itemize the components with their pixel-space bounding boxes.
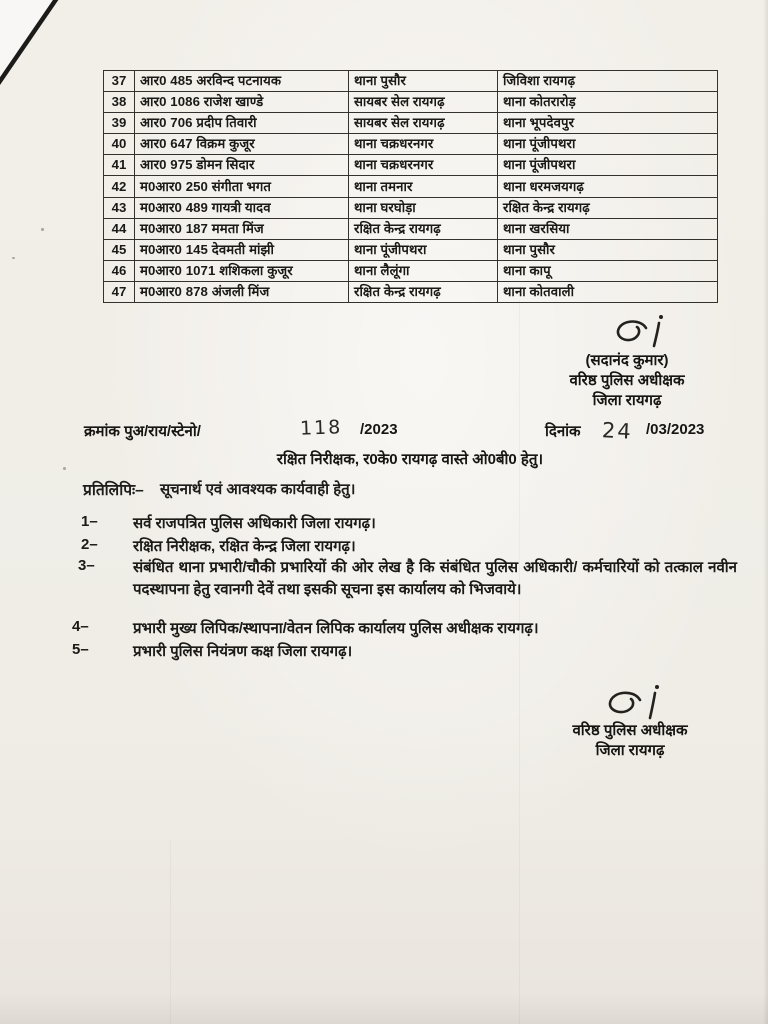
serial-no-cell: 46	[104, 260, 135, 281]
serial-no-cell: 45	[104, 239, 135, 260]
paper-speck	[41, 228, 44, 231]
new-posting-cell: थाना कापू	[498, 260, 718, 281]
subject-line: रक्षित निरीक्षक, र0के0 रायगढ़ वास्ते ओ0बी0 हेतु।	[276, 451, 544, 468]
new-posting-cell: थाना कोतरारोड़	[498, 92, 718, 113]
serial-no-cell: 43	[104, 197, 135, 218]
current-posting-cell: रक्षित केन्द्र रायगढ़	[349, 218, 498, 239]
date-suffix: /03/2023	[646, 421, 705, 438]
current-posting-cell: थाना पुसौर	[349, 71, 498, 92]
current-posting-cell: थाना घरघोड़ा	[349, 197, 498, 218]
paper-fold-line	[170, 840, 171, 1024]
current-posting-cell: सायबर सेल रायगढ़	[349, 92, 498, 113]
current-posting-cell: सायबर सेल रायगढ़	[349, 113, 498, 134]
serial-no-cell: 44	[104, 218, 135, 239]
signatory-district: जिला रायगढ़	[595, 742, 665, 759]
current-posting-cell: थाना पूंजीपथरा	[349, 239, 498, 260]
name-cell: आर0 485 अरविन्द पटनायक	[135, 71, 349, 92]
copy-item-number: 5–	[72, 641, 89, 658]
signatory-name: (सदानंद कुमार)	[585, 352, 669, 369]
table-row	[104, 71, 718, 92]
new-posting-cell: थाना पूंजीपथरा	[498, 155, 718, 176]
name-cell: म0आर0 250 संगीता भगत	[135, 176, 349, 197]
current-posting-cell: थाना चक्रधरनगर	[349, 134, 498, 155]
new-posting-cell: थाना कोतवाली	[498, 281, 718, 302]
new-posting-cell: थाना खरसिया	[498, 218, 718, 239]
new-posting-cell: थाना भूपदेवपुर	[498, 113, 718, 134]
serial-no-cell: 39	[104, 113, 135, 134]
signatory-block-bottom	[540, 721, 720, 761]
date-label: दिनांक	[545, 423, 581, 440]
new-posting-cell: थाना धरमजयगढ़	[498, 176, 718, 197]
reference-number-year: /2023	[360, 421, 398, 438]
new-posting-cell: रक्षित केन्द्र रायगढ़	[498, 197, 718, 218]
copy-to-heading: सूचनार्थ एवं आवश्यक कार्यवाही हेतु।	[160, 481, 356, 498]
copy-item-number: 4–	[72, 618, 89, 635]
copy-item-number: 1–	[81, 513, 98, 530]
copy-item-number: 2–	[81, 536, 98, 553]
signature-mark	[598, 684, 664, 726]
copy-item-text: संबंधित थाना प्रभारी/चौकी प्रभारियों की ओर लेख है कि संबंधित पुलिस अधिकारी/ कर्मचारियों को तत्काल नवीन पदस्थापना हेतु रवानगी देवें तथा इसकी सूचना इस कार्यालय को भिजवाये।	[133, 559, 737, 598]
serial-no-cell: 47	[104, 281, 135, 302]
table-row	[104, 197, 718, 218]
current-posting-cell: रक्षित केन्द्र रायगढ़	[349, 281, 498, 302]
copy-item-number: 3–	[78, 557, 95, 574]
copy-to-label: प्रतिलिपिः–	[83, 482, 144, 499]
signatory-district: जिला रायगढ़	[592, 392, 662, 409]
serial-no-cell: 38	[104, 92, 135, 113]
copy-item-text: रक्षित निरीक्षक, रक्षित केन्द्र जिला रायगढ़।	[133, 538, 356, 555]
new-posting-cell: थाना पुसौर	[498, 239, 718, 260]
paper-speck	[63, 467, 66, 470]
signatory-designation: वरिष्ठ पुलिस अधीक्षक	[572, 722, 688, 739]
table-row	[104, 239, 718, 260]
reference-line	[0, 416, 768, 445]
name-cell: आर0 647 विक्रम कुजूर	[135, 134, 349, 155]
reference-number-handwritten: 118	[299, 416, 343, 440]
copy-item-text: प्रभारी पुलिस नियंत्रण कक्ष जिला रायगढ़।	[133, 643, 353, 660]
serial-no-cell: 37	[104, 71, 135, 92]
table-row	[104, 134, 718, 155]
scan-edge-shadow	[763, 0, 768, 1024]
table-row	[104, 260, 718, 281]
serial-no-cell: 40	[104, 134, 135, 155]
table-row	[104, 113, 718, 134]
name-cell: आर0 975 डोमन सिदार	[135, 155, 349, 176]
name-cell: म0आर0 145 देवमती मांझी	[135, 239, 349, 260]
new-posting-cell: जिविशा रायगढ़	[498, 71, 718, 92]
signatory-designation: वरिष्ठ पुलिस अधीक्षक	[569, 372, 685, 389]
table-row	[104, 281, 718, 302]
table-row	[104, 155, 718, 176]
copy-item-text: प्रभारी मुख्य लिपिक/स्थापना/वेतन लिपिक कार्यालय पुलिस अधीक्षक रायगढ़।	[133, 620, 539, 637]
name-cell: आर0 706 प्रदीप तिवारी	[135, 113, 349, 134]
name-cell: म0आर0 1071 शशिकला कुजूर	[135, 260, 349, 281]
current-posting-cell: थाना तमनार	[349, 176, 498, 197]
new-posting-cell: थाना पूंजीपथरा	[498, 134, 718, 155]
name-cell: म0आर0 878 अंजली मिंज	[135, 281, 349, 302]
name-cell: म0आर0 489 गायत्री यादव	[135, 197, 349, 218]
signatory-block-top	[537, 351, 717, 411]
transfer-list-table	[103, 70, 718, 303]
name-cell: म0आर0 187 ममता मिंज	[135, 218, 349, 239]
table-row	[104, 218, 718, 239]
table-row	[104, 176, 718, 197]
name-cell: आर0 1086 राजेश खाण्डे	[135, 92, 349, 113]
signature-mark	[606, 314, 668, 354]
table-row	[104, 92, 718, 113]
copy-item-text: सर्व राजपत्रित पुलिस अधिकारी जिला रायगढ़।	[133, 515, 376, 532]
serial-no-cell: 42	[104, 176, 135, 197]
current-posting-cell: थाना लैलूंगा	[349, 260, 498, 281]
serial-no-cell: 41	[104, 155, 135, 176]
date-handwritten: 24	[601, 418, 634, 444]
paper-speck	[12, 257, 15, 259]
reference-number-label: क्रमांक पुअ/राय/स्टेनो/	[84, 423, 201, 440]
current-posting-cell: थाना चक्रधरनगर	[349, 155, 498, 176]
